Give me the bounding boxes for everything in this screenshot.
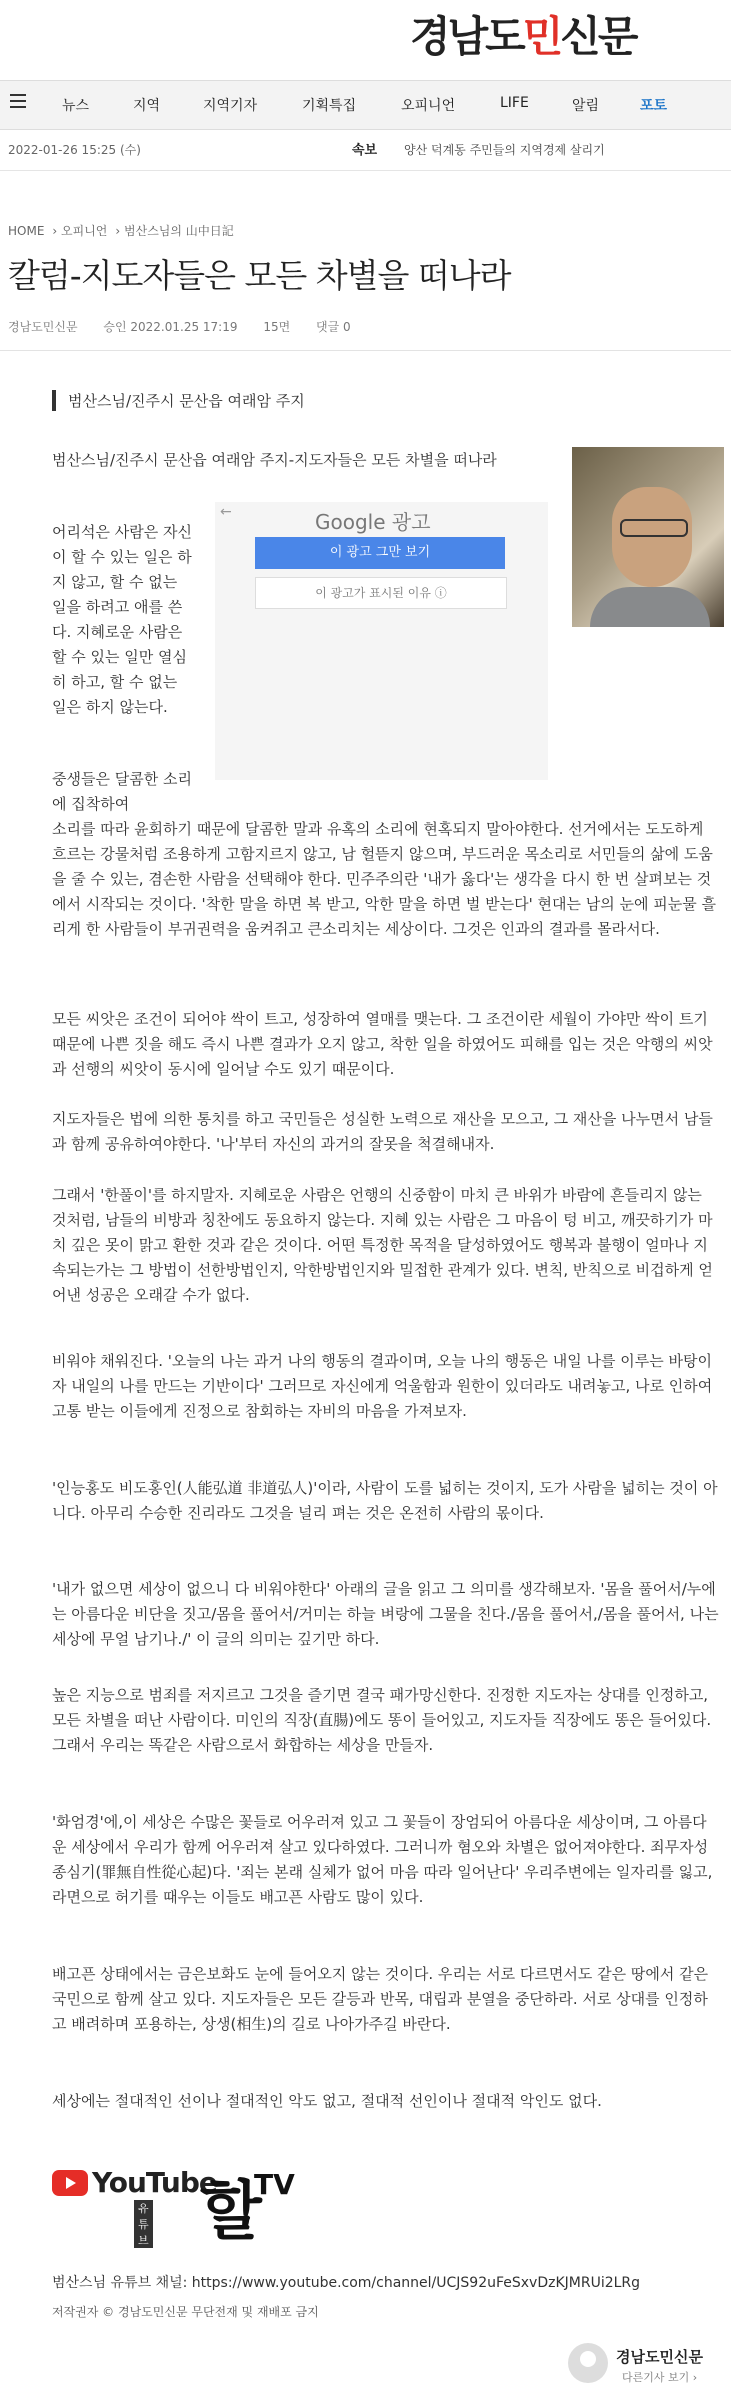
article-paragraph: '인능홍도 비도홍인(人能弘道 非道弘人)'이라, 사람이 도를 넓히는 것이지, 도가 사람을 넓히는 것이 아니다. 아무리 수승한 진리라도 그것을 널리 펴는 것은 온전히 사람의 몫이다. xyxy=(52,1479,718,1522)
divider xyxy=(0,350,731,351)
menu-icon[interactable] xyxy=(10,94,26,108)
nav-item-opinion[interactable]: 오피니언 xyxy=(401,98,456,114)
meta-pages: 15면 xyxy=(263,320,291,334)
nav-item-feature[interactable]: 기획특집 xyxy=(302,98,357,114)
article-meta xyxy=(8,318,373,335)
hal-tv-logo: 할 xyxy=(200,2174,258,2249)
nav-item-life[interactable]: LIFE xyxy=(500,95,529,111)
article-subhead: 범산스님/진주시 문산읍 여래암 주지 xyxy=(52,390,305,411)
current-date: 2022-01-26 15:25 (수) xyxy=(8,143,141,157)
article-lead: 범산스님/진주시 문산읍 여래암 주지-지도자들은 모든 차별을 떠나라 xyxy=(52,451,497,469)
article-paragraph: 높은 지능으로 범죄를 저지르고 그것을 즐기면 결국 패가망신한다. 진정한 지도자는 상대를 인정하고, 모든 차별을 떠난 사람이다. 미인의 직장(直腸)에도 똥이 들어있고, 지도자들 직장에도 똥은 들어있다. 그래서 우리는 똑같은 사람으로서 화합하는 세상을 만들자. xyxy=(52,1686,712,1754)
stop-ad-button[interactable]: 이 광고 그만 보기 xyxy=(255,537,505,569)
breadcrumb-column[interactable]: 범산스님의 山中日記 xyxy=(124,224,234,238)
copyright-notice: 저작권자 © 경남도민신문 무단전재 및 재배포 금지 xyxy=(52,2305,319,2319)
hal-tv-label: TV xyxy=(254,2168,295,2201)
article-title: 칼럼-지도자들은 모든 차별을 떠나라 xyxy=(8,256,511,295)
meta-approved: 승인 2022.01.25 17:19 xyxy=(103,320,238,334)
ad-label: Google 광고 xyxy=(315,510,431,534)
back-arrow-icon[interactable]: ← xyxy=(220,504,232,520)
author-photo xyxy=(572,447,724,627)
meta-comments[interactable]: 댓글 0 xyxy=(316,320,351,334)
why-ad-button[interactable]: 이 광고가 표시된 이유 ⓘ xyxy=(255,577,507,609)
meta-author: 경남도민신문 xyxy=(8,320,78,334)
nav-item-notice[interactable]: 알림 xyxy=(572,98,600,114)
youtube-channel-link[interactable]: 범산스님 유튜브 채널: https://www.youtube.com/channel/UCJS92uFeSxvDzKJMRUi2LRg xyxy=(52,2275,641,2291)
article-paragraph: 지도자들은 법에 의한 통치를 하고 국민들은 성실한 노력으로 재산을 모으고, 그 재산을 나누면서 남들과 함께 공유하여야한다. '나'부터 자신의 과거의 잘못을 척결해내자. xyxy=(52,1110,713,1153)
youtube-wordmark: YouTube xyxy=(92,2166,217,2199)
article-paragraph: 모든 씨앗은 조건이 되어야 싹이 트고, 성장하여 열매를 맺는다. 그 조건이란 세월이 가야만 싹이 트기 때문에 나쁜 짓을 해도 즉시 나쁜 결과가 오지 않고, 착한 일을 하였어도 피해를 입는 것은 악행의 씨앗과 선행의 씨앗이 동시에 일어날 수도 있기 때문이다. xyxy=(52,1010,713,1078)
other-articles-link[interactable]: 다른기사 보기 › xyxy=(622,2371,698,2384)
article-paragraph: 어리석은 사람은 자신이 할 수 있는 일은 하지 않고, 할 수 없는 일을 하려고 애를 쓴다. 지혜로운 사람은 할 수 있는 일만 열심히 하고, 할 수 없는 일은 하지 않는다. xyxy=(52,523,192,716)
article-paragraph: 소리를 따라 윤회하기 때문에 달콤한 말과 유혹의 소리에 현혹되지 말아야한다. 선거에서는 도도하게 흐르는 강물처럼 조용하게 고함지르지 않고, 남 헐뜯지 않으며, 부드러운 목소리로 서민들의 삶에 도움을 줄 수 있는, 겸손한 사람을 선택해야 한다. 민주주의란 '내가 옳다'는 생각을 다시 한 번 살펴보는 것에서 시작되는 것이다. '착한 말을 하면 복 받고, 악한 말을 하면 벌 받는다' 현대는 남의 눈에 피눈물 흘리게 한 사람들이 부귀권력을 움켜쥐고 큰소리치는 세상이다. 그것은 인과의 결과를 몰라서다. xyxy=(52,820,716,938)
site-logo[interactable]: 경남도민신문 xyxy=(410,12,636,61)
breadcrumb-home[interactable]: HOME xyxy=(8,224,45,238)
article-paragraph: 비워야 채워진다. '오늘의 나는 과거 나의 행동의 결과이며, 오늘 나의 행동은 내일 나를 이루는 바탕이자 내일의 나를 만드는 기반이다' 그러므로 자신에게 억울함과 원한이 있더라도 내려놓고, 나로 인하여 고통 받는 이들에게 진정으로 참회하는 자비의 마음을 가져보자. xyxy=(52,1352,713,1420)
youtube-sub-label: 유튜브 xyxy=(134,2200,153,2248)
nav-item-photo[interactable]: 포토 xyxy=(640,98,668,114)
youtube-play-icon xyxy=(52,2170,88,2196)
article-paragraph: 배고픈 상태에서는 금은보화도 눈에 들어오지 않는 것이다. 우리는 서로 다르면서도 같은 땅에서 같은 국민으로 함께 살고 있다. 지도자들은 모든 갈등과 반목, 대립과 분열을 중단하라. 서로 상대를 인정하고 배려하며 포용하는, 상생(相生)의 길로 나아가주길 바란다. xyxy=(52,1965,709,2033)
breadcrumb: HOME › 오피니언 › 범산스님의 山中日記 xyxy=(8,224,234,238)
author-name: 경남도민신문 xyxy=(616,2348,703,2366)
google-ad xyxy=(215,502,548,780)
top-bar xyxy=(0,130,731,171)
breadcrumb-opinion[interactable]: 오피니언 xyxy=(61,224,108,238)
article-paragraph: 세상에는 절대적인 선이나 절대적인 악도 없고, 절대적 선인이나 절대적 악인도 없다. xyxy=(52,2092,602,2110)
article-paragraph: '화엄경'에,이 세상은 수많은 꽃들로 어우러져 있고 그 꽃들이 장엄되어 아름다운 세상이며, 그 아름다운 세상에서 우리가 함께 어우러져 살고 있다하였다. 그러니까 혐오와 차별은 없어져야한다. 죄무자성종심기(罪無自性從心起)다. '죄는 본래 실체가 없어 마음 따라 일어난다' 우리주변에는 일자리를 잃고, 라면으로 허기를 때우는 이들도 배고픈 사람도 많이 있다. xyxy=(52,1813,713,1906)
article-paragraph: '내가 없으면 세상이 없으니 다 비워야한다' 아래의 글을 읽고 그 의미를 생각해보자. '몸을 풀어서/누에는 아름다운 비단을 짓고/몸을 풀어서/거미는 하늘 벼랑에 그물을 친다./몸을 풀어서,/몸을 풀어서, 나는 세상에 무얼 남기나./' 이 글의 의미는 깊기만 하다. xyxy=(52,1580,719,1648)
breaking-label: 속보 xyxy=(352,143,378,158)
nav-item-reporter[interactable]: 지역기자 xyxy=(203,98,258,114)
avatar xyxy=(568,2343,608,2383)
article-paragraph: 그래서 '한풀이'를 하지말자. 지혜로운 사람은 언행의 신중함이 마치 큰 바위가 바람에 흔들리지 않는 것처럼, 남들의 비방과 칭찬에도 동요하지 않는다. 지혜 있는 사람은 그 마음이 텅 비고, 깨끗하기가 마치 깊은 못이 맑고 환한 것과 같은 것이다. 어떤 특정한 목적을 달성하였어도 행복과 불행이 얼마나 지속되는가는 그 방법이 선한방법인지, 악한방법인지와 밀접한 관계가 있다. 변칙, 반칙으로 비겁하게 얻어낸 성공은 오래갈 수가 없다. xyxy=(52,1186,713,1304)
breaking-news-link[interactable]: 양산 덕계동 주민들의 지역경제 살리기 xyxy=(404,143,605,157)
article-paragraph: 중생들은 달콤한 소리에 집착하여 xyxy=(52,770,192,813)
nav-item-news[interactable]: 뉴스 xyxy=(62,98,90,114)
main-nav xyxy=(0,80,731,130)
nav-item-region[interactable]: 지역 xyxy=(133,98,161,114)
